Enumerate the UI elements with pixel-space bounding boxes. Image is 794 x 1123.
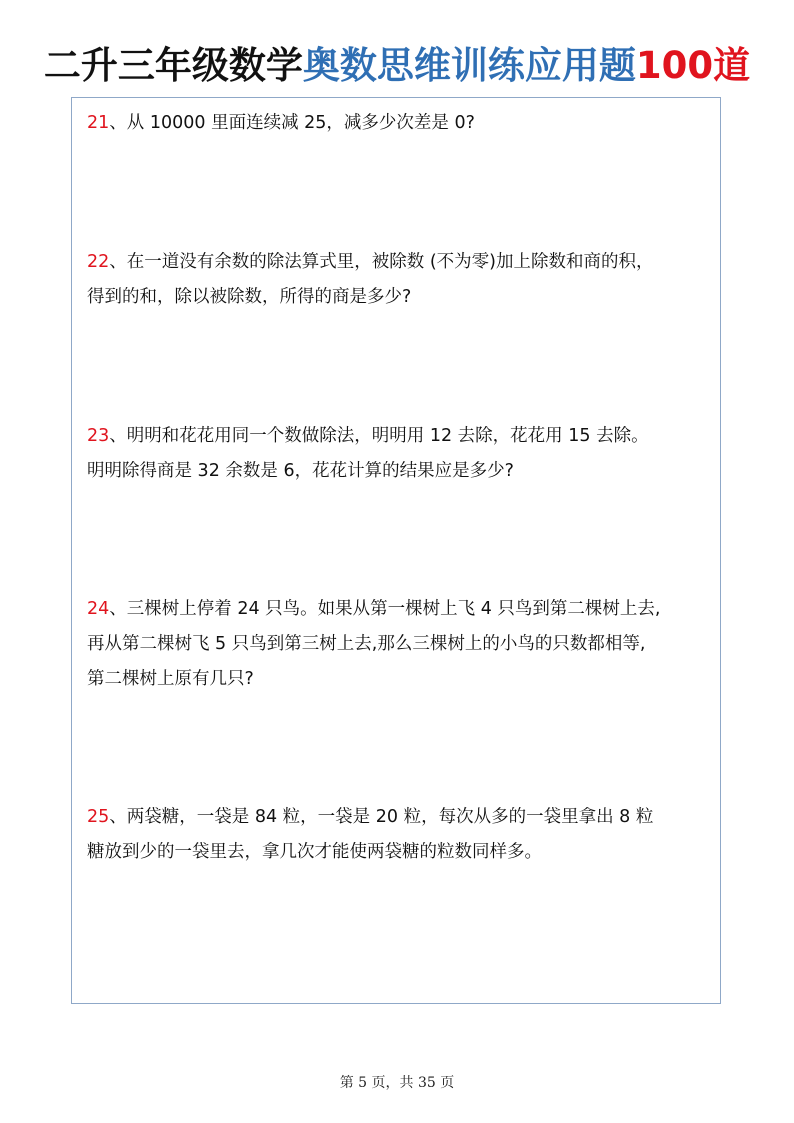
question-text: 、在一道没有余数的除法算式里，被除数 (不为零)加上除数和商的积， xyxy=(109,252,654,272)
question-text: 、两袋糖，一袋是 84 粒，一袋是 20 粒，每次从多的一袋里拿出 8 粒 xyxy=(109,807,654,827)
question-number: 23 xyxy=(87,426,110,446)
question-text: 、明明和花花用同一个数做除法，明明用 12 去除，花花用 15 去除。 xyxy=(109,426,649,446)
question-text: 、从 10000 里面连续减 25，减多少次差是 0? xyxy=(109,113,475,133)
question-text: 糖放到少的一袋里去，拿几次才能使两袋糖的粒数同样多。 xyxy=(87,842,542,862)
question-text: 再从第二棵树飞 5 只鸟到第三树上去,那么三棵树上的小鸟的只数都相等, xyxy=(87,634,646,654)
question-21 xyxy=(87,106,727,141)
question-number: 22 xyxy=(87,252,110,272)
question-text: 明明除得商是 32 余数是 6，花花计算的结果应是多少? xyxy=(87,461,514,481)
title-part-blue: 奥数思维训练应用题 xyxy=(302,44,636,87)
page-title xyxy=(0,40,794,92)
title-part-red: 100道 xyxy=(635,44,751,87)
question-24 xyxy=(87,592,727,697)
question-number: 25 xyxy=(87,807,110,827)
question-23 xyxy=(87,419,727,489)
title-part-black: 二升三年级数学 xyxy=(43,44,303,87)
question-number: 24 xyxy=(87,599,110,619)
question-22 xyxy=(87,245,727,315)
question-25 xyxy=(87,800,727,870)
question-text: 得到的和，除以被除数，所得的商是多少? xyxy=(87,287,412,307)
page-number: 第 5 页，共 35 页 xyxy=(339,1075,455,1091)
question-number: 21 xyxy=(87,113,110,133)
question-text: 第二棵树上原有几只? xyxy=(87,669,254,689)
question-text: 、三棵树上停着 24 只鸟。如果从第一棵树上飞 4 只鸟到第二棵树上去, xyxy=(109,599,661,619)
